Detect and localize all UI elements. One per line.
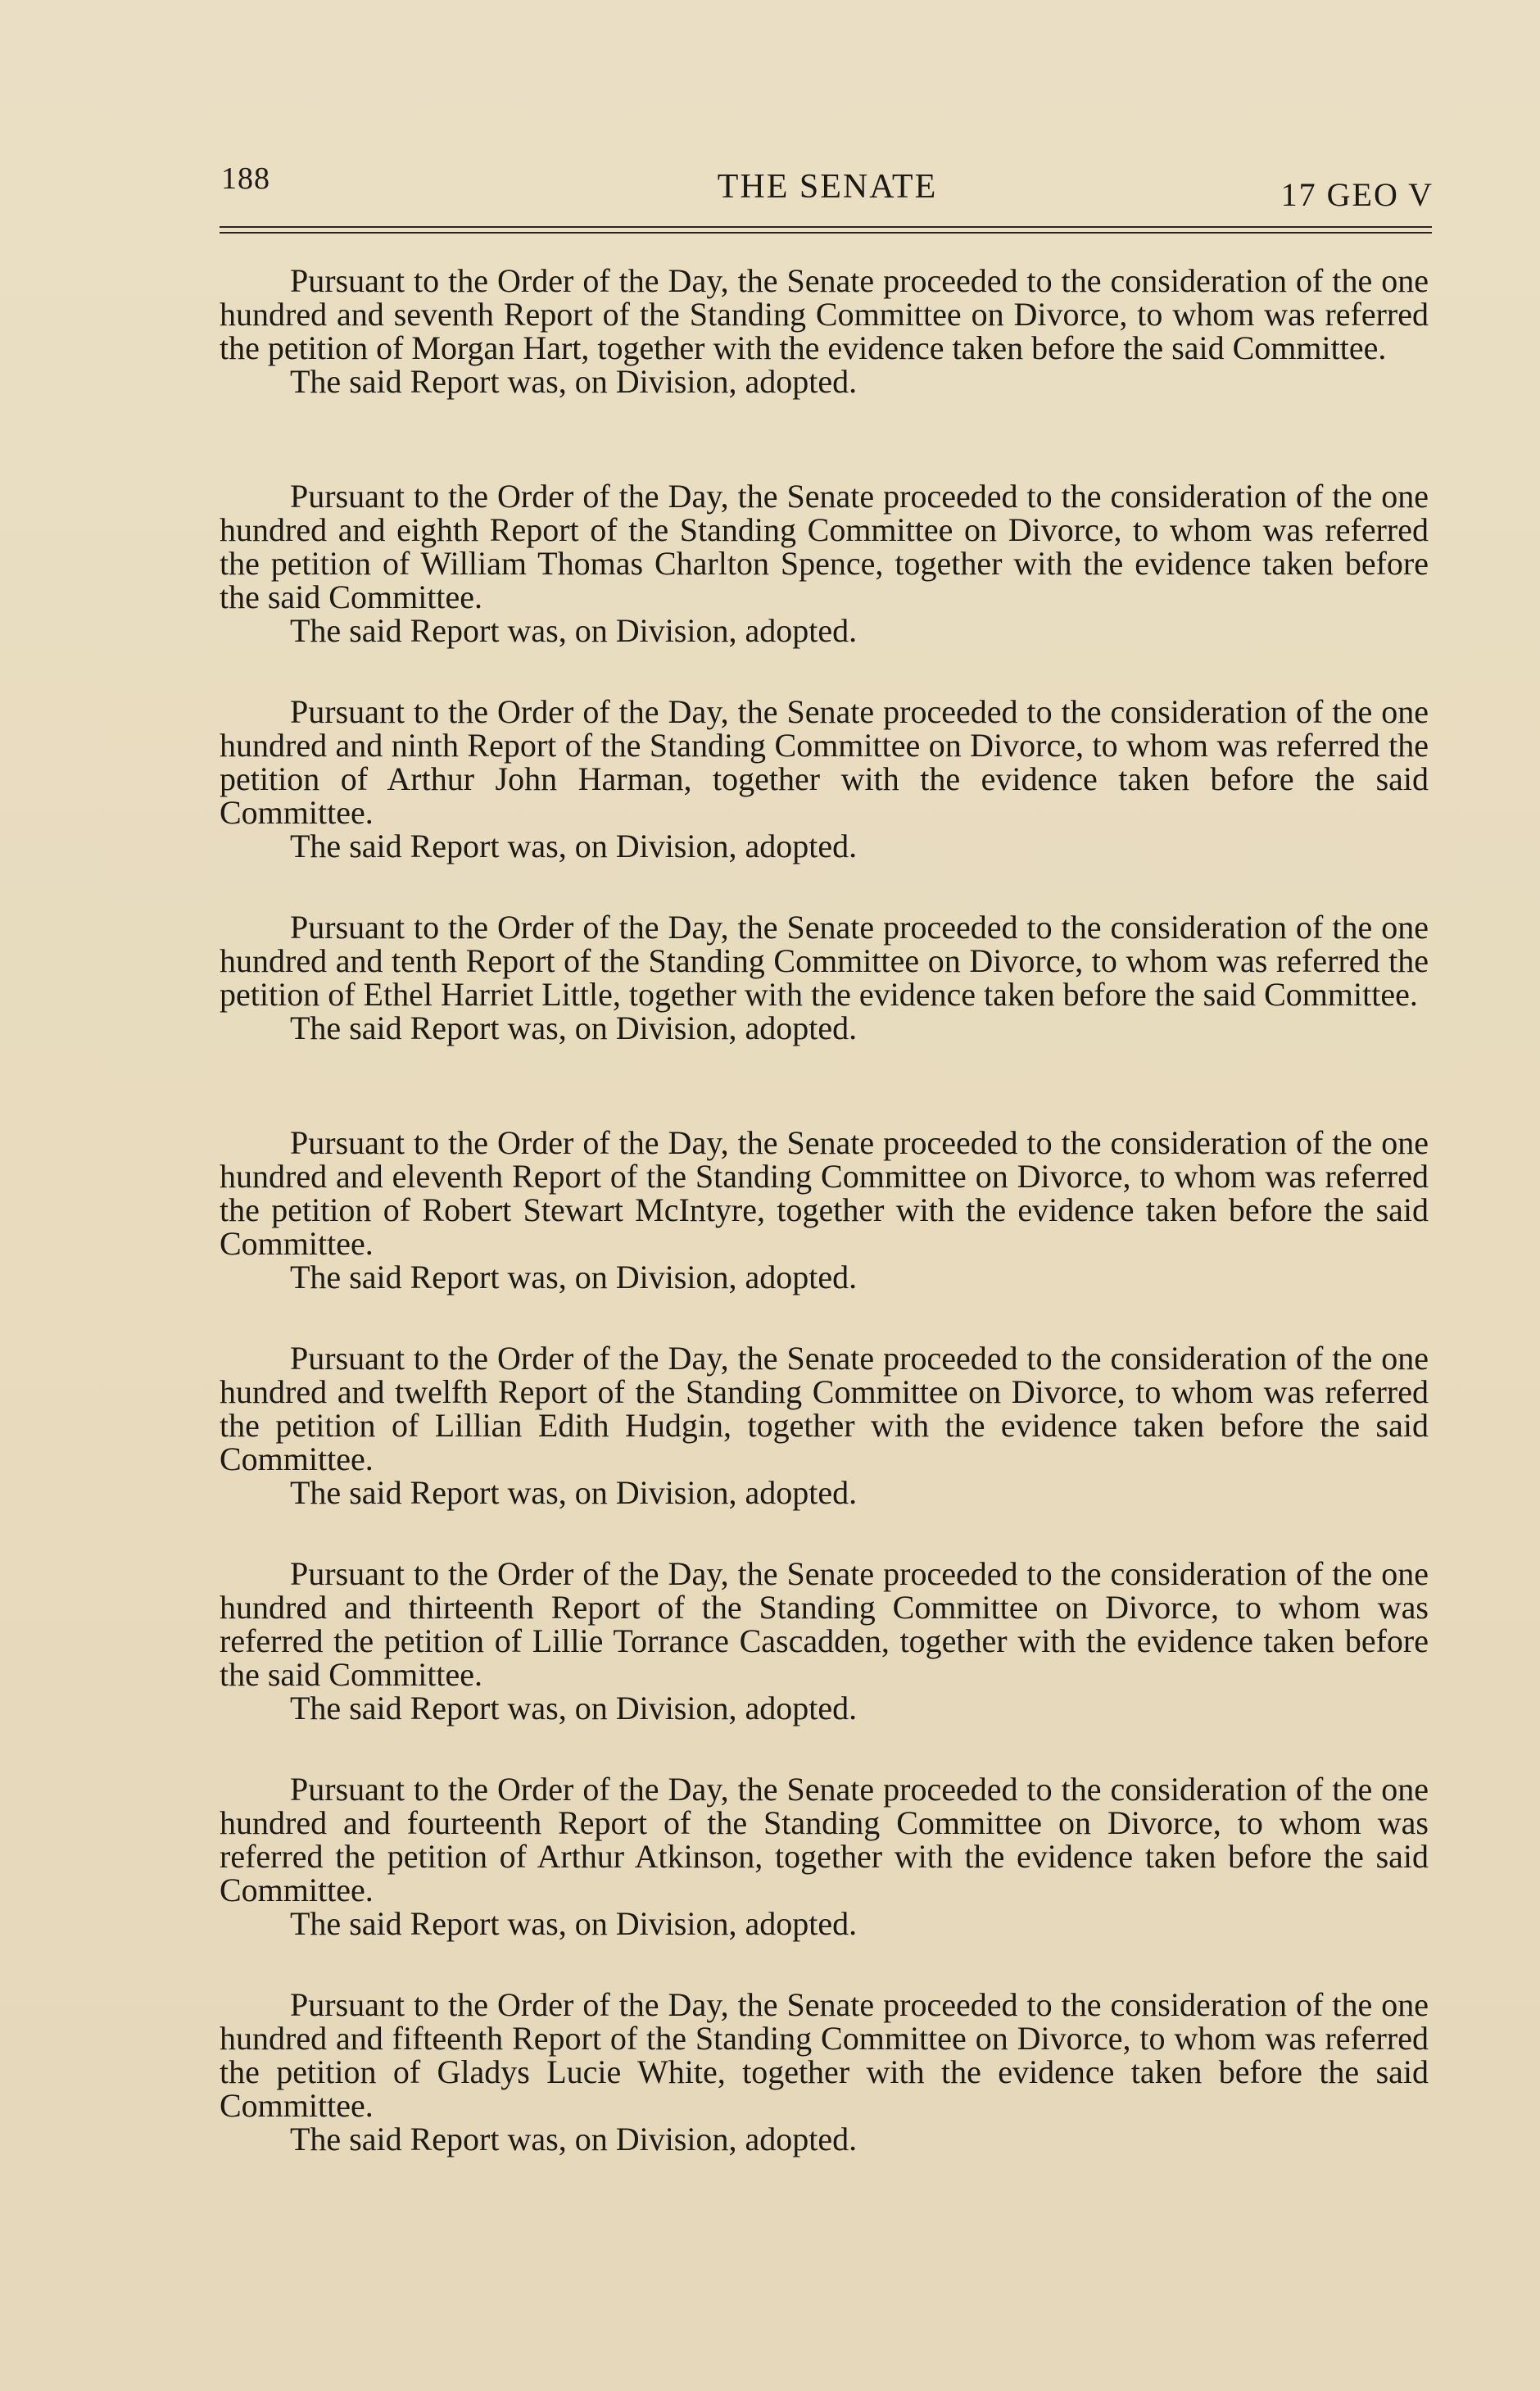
entry-111th-report xyxy=(220,1126,1429,1341)
entry-108th-report xyxy=(220,479,1429,695)
entry-result: The said Report was, on Division, adopted. xyxy=(290,828,858,864)
journal-entries xyxy=(220,264,1429,2203)
entry-result: The said Report was, on Division, adopted. xyxy=(290,1009,858,1046)
regnal-year: 17 GEO V xyxy=(1280,176,1434,213)
entry-result: The said Report was, on Division, adopted. xyxy=(290,1905,858,1942)
header-rule-top xyxy=(220,226,1432,228)
entry-result: The said Report was, on Division, adopted. xyxy=(290,1259,858,1295)
page-number: 188 xyxy=(221,161,270,196)
entry-109th-report xyxy=(220,695,1429,910)
entry-text: Pursuant to the Order of the Day, the Senate proceeded to the consideration of the one hundred and tenth Report of the Standing Committee on Divorce, to whom was referred the petition of Ethel Harriet Little, together with the evidence taken before the said Committee. xyxy=(220,909,1429,1013)
entry-114th-report xyxy=(220,1772,1429,1988)
entry-text: Pursuant to the Order of the Day, the Senate proceeded to the consideration of the one hundred and seventh Report of the Standing Committee on Divorce, to whom was referred the petition of Morgan Hart, together with the evidence taken before the said Committee. xyxy=(220,262,1429,366)
entry-text: Pursuant to the Order of the Day, the Senate proceeded to the consideration of the one hundred and fifteenth Report of the Standing Committee on Divorce, to whom was referred the petition of Gladys Lucie White, together with the evidence taken before the said Committee. xyxy=(220,1986,1429,2124)
header-rule-bottom xyxy=(220,232,1432,234)
entry-112th-report xyxy=(220,1341,1429,1557)
page-header xyxy=(221,161,1434,218)
entry-text: Pursuant to the Order of the Day, the Senate proceeded to the consideration of the one hundred and eleventh Report of the Standing Committee on Divorce, to whom was referred the petition of Robert Stewart McIntyre, together with the evidence taken before the said Committee. xyxy=(220,1124,1429,1262)
entry-text: Pursuant to the Order of the Day, the Senate proceeded to the consideration of the one hundred and thirteenth Report of the Standing Committee on Divorce, to whom was referred the petition of Lillie Torrance Cascadden, together with the evidence taken before the said Committee. xyxy=(220,1555,1429,1693)
entry-result: The said Report was, on Division, adopted. xyxy=(290,1690,858,1726)
entry-result: The said Report was, on Division, adopted. xyxy=(290,363,858,400)
entry-text: Pursuant to the Order of the Day, the Senate proceeded to the consideration of the one hundred and twelfth Report of the Standing Committee on Divorce, to whom was referred the petition of Lillian Edith Hudgin, together with the evidence taken before the said Committee. xyxy=(220,1340,1429,1477)
entry-115th-report xyxy=(220,1988,1429,2203)
running-title: THE SENATE xyxy=(717,168,938,206)
entry-result: The said Report was, on Division, adopted. xyxy=(290,1474,858,1511)
entry-text: Pursuant to the Order of the Day, the Senate proceeded to the consideration of the one hundred and eighth Report of the Standing Committee on Divorce, to whom was referred the petition of William Thomas Charlton Spence, together with the evidence taken before the said Committee. xyxy=(220,478,1429,615)
entry-text: Pursuant to the Order of the Day, the Senate proceeded to the consideration of the one hundred and fourteenth Report of the Standing Committee on Divorce, to whom was referred the petition of Arthur Atkinson, together with the evidence taken before the said Committee. xyxy=(220,1771,1429,1908)
entry-text: Pursuant to the Order of the Day, the Senate proceeded to the consideration of the one hundred and ninth Report of the Standing Committee on Divorce, to whom was referred the petition of Arthur John Harman, together with the evidence taken before the said Committee. xyxy=(220,693,1429,831)
entry-110th-report xyxy=(220,910,1429,1126)
entry-107th-report xyxy=(220,264,1429,479)
entry-113th-report xyxy=(220,1557,1429,1772)
entry-result: The said Report was, on Division, adopted. xyxy=(290,612,858,649)
entry-result: The said Report was, on Division, adopted. xyxy=(290,2121,858,2157)
